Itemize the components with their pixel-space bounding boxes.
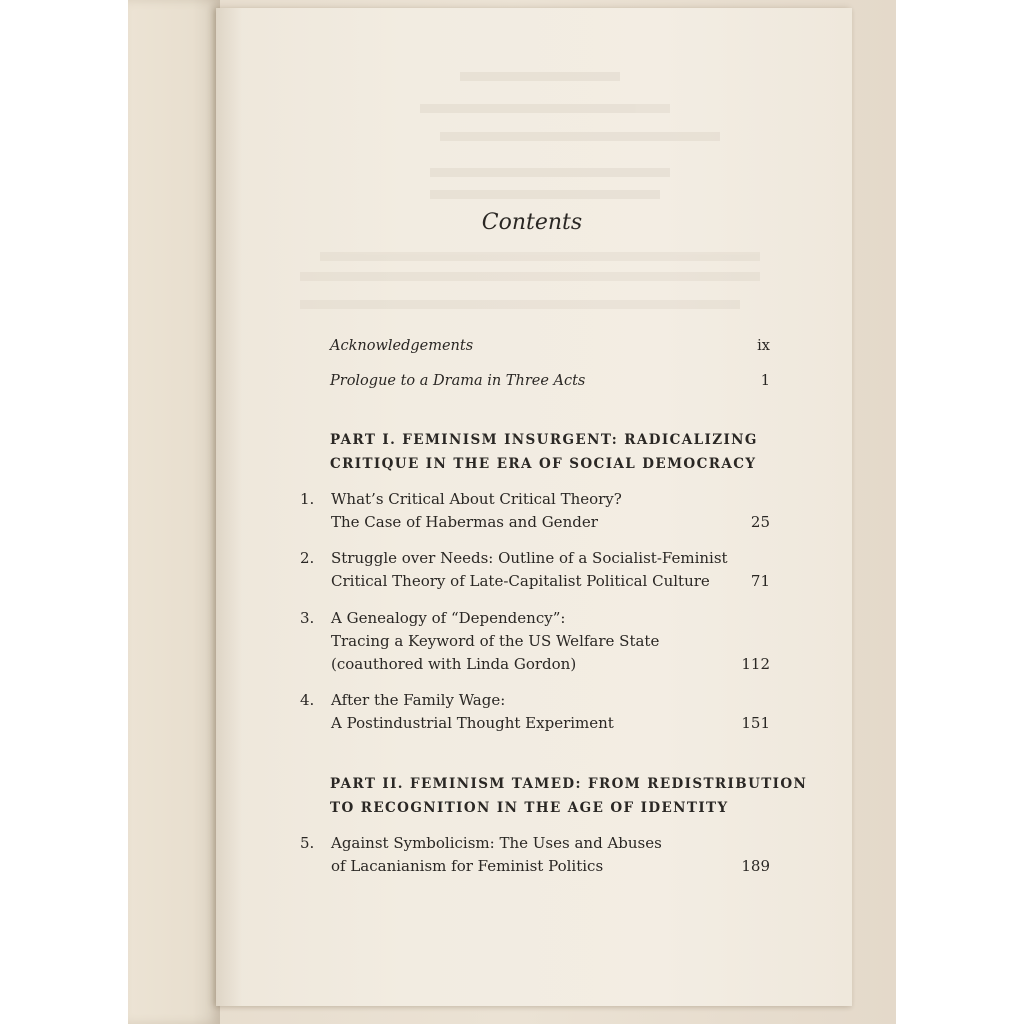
toc-front-matter-acknowledgements: Acknowledgements xyxy=(330,338,474,354)
chapter-title-line: Critical Theory of Late-Capitalist Political Culture xyxy=(331,572,710,590)
toc-entry-chapter-2 xyxy=(300,547,770,593)
part-heading-line: CRITIQUE IN THE ERA OF SOCIAL DEMOCRACY xyxy=(330,456,757,472)
chapter-page-number: 71 xyxy=(750,572,770,590)
toc-entry-chapter-5 xyxy=(300,832,770,878)
chapter-page-number: 25 xyxy=(750,513,770,531)
chapter-title-line: Struggle over Needs: Outline of a Socialist-Feminist xyxy=(331,549,728,567)
part-heading-2 xyxy=(330,772,807,820)
toc-page-number: ix xyxy=(757,338,770,354)
chapter-number: 2. xyxy=(300,549,315,567)
bleed-through-texture xyxy=(420,66,770,216)
bleed-through-texture-lower xyxy=(300,248,770,328)
part-heading-line: PART I. FEMINISM INSURGENT: RADICALIZING xyxy=(330,432,758,448)
chapter-title-line: of Lacanianism for Feminist Politics xyxy=(331,857,604,875)
part-heading-line: PART II. FEMINISM TAMED: FROM REDISTRIBUTION xyxy=(330,776,808,792)
chapter-page-number: 112 xyxy=(741,655,770,673)
chapter-title-line: What’s Critical About Critical Theory? xyxy=(331,490,622,508)
toc-page-number: 1 xyxy=(760,373,770,389)
chapter-number: 5. xyxy=(300,834,315,852)
toc-entry-chapter-1 xyxy=(300,488,770,534)
toc-front-matter-prologue: Prologue to a Drama in Three Acts xyxy=(330,373,586,389)
page-title: Contents xyxy=(481,210,583,235)
chapter-title-line: Against Symbolicism: The Uses and Abuses xyxy=(331,834,662,852)
chapter-title-line: Tracing a Keyword of the US Welfare State xyxy=(331,632,660,650)
chapter-title-line: A Postindustrial Thought Experiment xyxy=(331,714,614,732)
chapter-number: 4. xyxy=(300,691,315,709)
chapter-page-number: 189 xyxy=(741,857,770,875)
chapter-number: 3. xyxy=(300,609,315,627)
toc-entry-chapter-3 xyxy=(300,607,770,676)
chapter-title-line: A Genealogy of “Dependency”: xyxy=(331,609,566,627)
part-heading-1 xyxy=(330,428,758,476)
part-heading-line: TO RECOGNITION IN THE AGE OF IDENTITY xyxy=(330,800,729,816)
chapter-title-line: After the Family Wage: xyxy=(331,691,506,709)
left-page-edge xyxy=(128,0,220,1024)
chapter-title-line: (coauthored with Linda Gordon) xyxy=(331,655,577,673)
chapter-title-line: The Case of Habermas and Gender xyxy=(331,513,598,531)
toc-entry-chapter-4 xyxy=(300,689,770,735)
chapter-number: 1. xyxy=(300,490,315,508)
chapter-page-number: 151 xyxy=(741,714,770,732)
